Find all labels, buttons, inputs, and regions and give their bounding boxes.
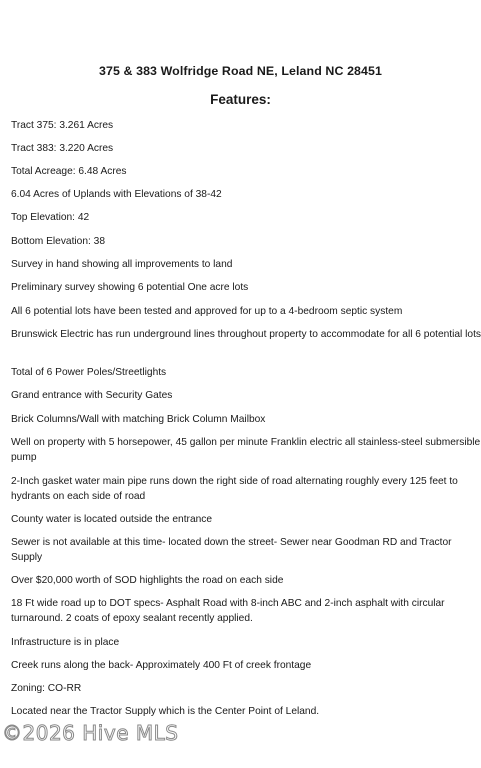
feature-item: Top Elevation: 42	[11, 212, 90, 223]
feature-item: 2-Inch gasket water main pipe runs down the right side of road alternating roughly every 125 feet to hydrants on each side of road	[11, 476, 458, 502]
feature-item: Total of 6 Power Poles/Streetlights	[11, 367, 167, 378]
feature-item: Infrastructure is in place	[11, 637, 120, 648]
feature-item: Located near the Tractor Supply which is the Center Point of Leland.	[11, 706, 320, 717]
feature-item: Tract 375: 3.261 Acres	[11, 120, 114, 131]
feature-item: Zoning: CO-RR	[11, 683, 82, 694]
feature-item: Total Acreage: 6.48 Acres	[11, 166, 127, 177]
features-heading: Features:	[210, 92, 271, 107]
feature-item: Brick Columns/Wall with matching Brick Column Mailbox	[11, 414, 266, 425]
feature-item: Tract 383: 3.220 Acres	[11, 143, 114, 154]
feature-item: Over $20,000 worth of SOD highlights the road on each side	[11, 575, 284, 586]
feature-item: County water is located outside the entrance	[11, 514, 213, 525]
feature-item: Creek runs along the back- Approximately 400 Ft of creek frontage	[11, 660, 312, 671]
document-title: 375 & 383 Wolfridge Road NE, Leland NC 28451	[98, 64, 383, 78]
feature-item: 18 Ft wide road up to DOT specs- Asphalt Road with 8-inch ABC and 2-inch asphalt with circular turnaround. 2 coats of epoxy sealant recently applied.	[11, 598, 445, 624]
feature-item: Grand entrance with Security Gates	[11, 390, 173, 401]
feature-item: Well on property with 5 horsepower, 45 gallon per minute Franklin electric all stainless-steel submersible pump	[11, 437, 481, 463]
feature-item: Survey in hand showing all improvements to land	[11, 259, 233, 270]
feature-item: Brunswick Electric has run underground lines throughout property to accommodate for all 6 potential lots	[11, 329, 481, 340]
feature-item: Bottom Elevation: 38	[11, 236, 106, 247]
mls-watermark: ©2026 Hive MLS	[2, 721, 179, 745]
feature-item: All 6 potential lots have been tested and approved for up to a 4-bedroom septic system	[11, 306, 403, 317]
feature-item: 6.04 Acres of Uplands with Elevations of 38-42	[11, 189, 222, 200]
feature-item: Preliminary survey showing 6 potential One acre lots	[11, 282, 249, 293]
feature-item: Sewer is not available at this time- located down the street- Sewer near Goodman RD and Tractor Supply	[11, 537, 452, 563]
